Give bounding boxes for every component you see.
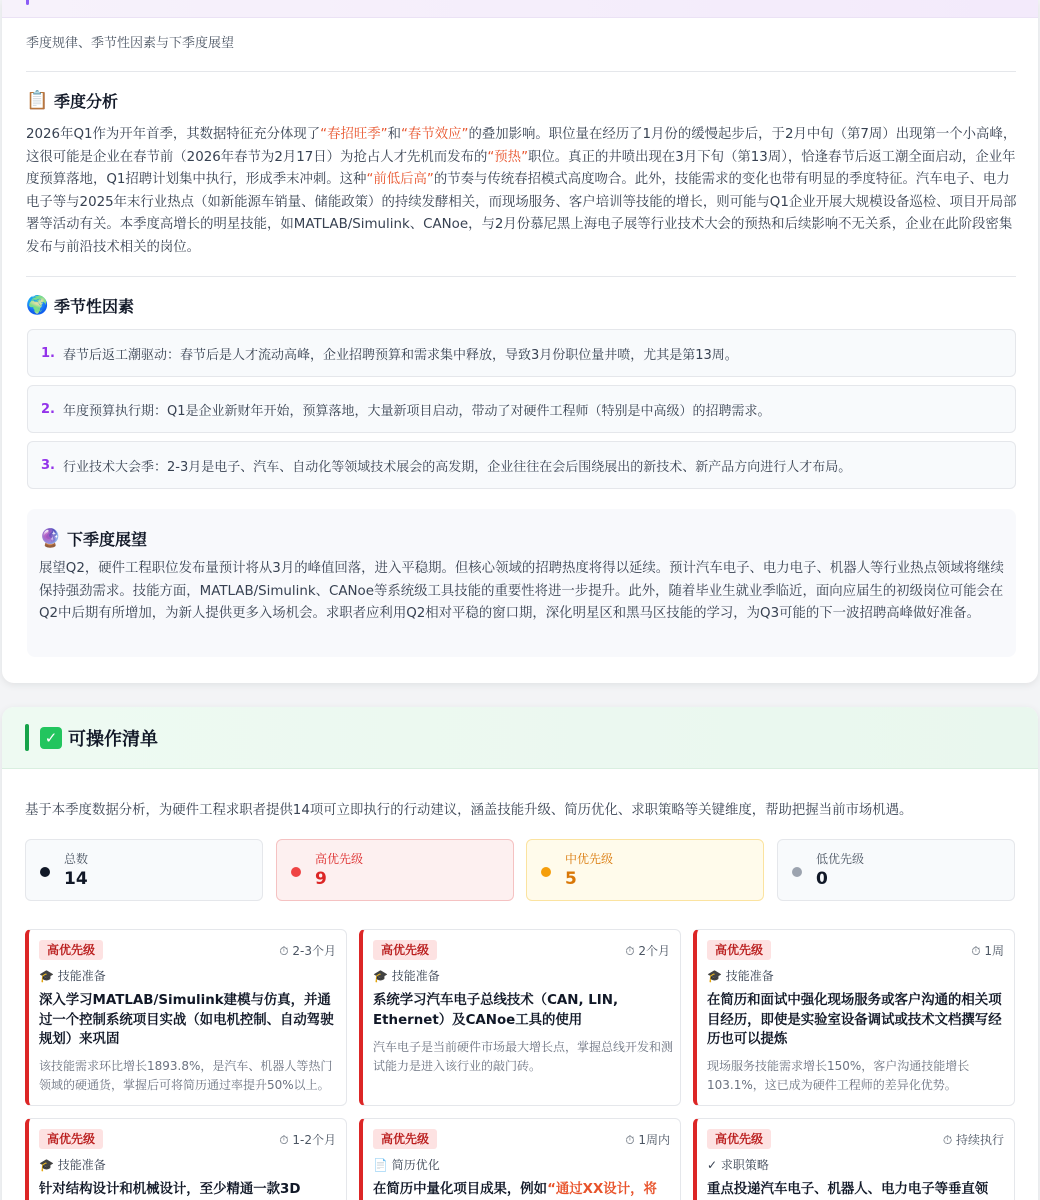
seasonal-header [2,0,1038,18]
outlook-text: 展望Q2，硬件工程职位发布量预计将从3月的峰值回落，进入平稳期。但核心领域的招聘热度将得以延续。预计汽车电子、电力电子、机器人等行业热点领域将继续保持强劲需求。技能方面，MATLAB/Simulink、CANoe等系统级工具技能的重要性将进一步提升。此外，随着毕业生就业季临近，面向应届生的初级岗位可能会在Q2中后期有所增加，为新人提供更多入场机会。求职者应利用Q2相对平稳的窗口期，深化明星区和黑马区技能的学习，为Q3可能的下一波招聘高峰做好准备。 [39,561,1004,621]
divider [26,71,1016,72]
action-item[interactable] [359,929,681,1106]
high-priority-dot-icon [291,867,301,877]
divider [26,276,1016,277]
action-item[interactable] [359,1118,681,1200]
seasonal-subtitle: 季度规律、季节性因素与下季度展望 [26,36,235,51]
action-desc: 现场服务技能需求增长150%，客户沟通技能增长103.1%，这已成为硬件工程师的差异化优势。 [707,1059,970,1092]
total-dot-icon [40,867,50,877]
category: 📄 简历优化 [373,1158,440,1172]
action-list-card [2,707,1038,1200]
action-item[interactable] [25,1118,347,1200]
analysis-text: 2026年Q1作为开年首季，其数据特征充分体现了“春招旺季”和“春节效应”的叠加影响。职位量在经历了1月份的缓慢起步后，于2月中旬（第7周）出现第一个小高峰，这很可能是企业在春节前（2026年春节为2月17日）为抢占人才先机而发布的“预热”职位。真正的井喷出现在3月下旬（第13周），恰逢春节后返工潮全面启动，企业年度预算落地，Q1招聘计划集中执行，形成季末冲刺。这种“前低后高”的节奏与传统春招模式高度吻合。此外，技能需求的变化也带有明显的季度特征。汽车电子、电力电子等与2025年末行业热点（如新能源车销量、储能政策）的持续发酵相关，而现场服务、客户培训等技能的增长，则可能与Q1企业开展大规模设备巡检、项目开局部署等活动有关。本季度高增长的明星技能，如MATLAB/Simulink、CANoe，与2月份慕尼黑上海电子展等行业技术大会的预热和后续影响不无关系，企业在此阶段密集发布与前沿技术相关的岗位。 [26,127,1017,255]
duration: ⏱ 2-3个月 [279,944,336,958]
stat-high-priority[interactable]: 高优先级 9 [276,839,514,901]
stat-mid-priority[interactable]: 中优先级 5 [526,839,764,901]
priority-badge: 高优先级 [39,1129,103,1149]
action-title: 重点投递汽车电子、机器人、电力电子等垂直领 [707,1182,989,1197]
outlook-box [27,509,1016,657]
priority-badge: 高优先级 [39,940,103,960]
category: 🎓 技能准备 [707,969,774,983]
seasonal-card [2,0,1038,683]
duration: ⏱ 1-2个月 [279,1133,336,1147]
factors-heading: 🌍 季节性因素 [26,295,135,316]
low-priority-dot-icon [792,867,802,877]
clipboard-icon: 📋 [26,90,49,111]
globe-icon: 🌍 [26,295,49,316]
priority-badge: 高优先级 [707,940,771,960]
check-icon: ✓ [40,727,62,749]
factor-item: 1. 春节后返工潮驱动：春节后是人才流动高峰，企业招聘预算和需求集中释放，导致3月份职位量井喷，尤其是第13周。 [27,329,1016,377]
action-title: 针对结构设计和机械设计，至少精通一款3D [39,1182,301,1197]
action-title: 在简历中量化项目成果，例如“通过XX设计，将 [373,1182,657,1197]
action-item[interactable] [693,929,1015,1106]
factor-item: 2. 年度预算执行期：Q1是企业新财年开始，预算落地，大量新项目启动，带动了对硬件工程师（特别是中高级）的招聘需求。 [27,385,1016,433]
priority-badge: 高优先级 [373,940,437,960]
analysis-heading: 📋 季度分析 [26,90,119,111]
action-desc: 汽车电子是当前硬件市场最大增长点，掌握总线开发和测试能力是进入该行业的敲门砖。 [373,1040,674,1073]
duration: ⏱ 持续执行 [942,1133,1004,1147]
header-accent-bar [26,0,29,5]
priority-badge: 高优先级 [373,1129,437,1149]
action-list-header [2,707,1038,769]
category: 🎓 技能准备 [39,969,106,983]
category: 🎓 技能准备 [39,1158,106,1172]
factor-item: 3. 行业技术大会季：2-3月是电子、汽车、自动化等领域技术展会的高发期，企业往往在会后围绕展出的新技术、新产品方向进行人才布局。 [27,441,1016,489]
duration: ⏱ 2个月 [625,944,670,958]
stat-low-priority[interactable]: 低优先级 0 [777,839,1015,901]
stat-total[interactable]: 总数 14 [25,839,263,901]
action-list-title: ✓ 可操作清单 [40,725,158,751]
category: 🎓 技能准备 [373,969,440,983]
action-item[interactable] [693,1118,1015,1200]
action-item[interactable] [25,929,347,1106]
action-title: 在简历和面试中强化现场服务或客户沟通的相关项目经历，即使是实验室设备调试或技术文档撰写经历也可以提炼 [707,993,1002,1047]
category: ✓ 求职策略 [707,1158,769,1172]
action-list-intro: 基于本季度数据分析，为硬件工程求职者提供14项可立即执行的行动建议，涵盖技能升级、简历优化、求职策略等关键维度，帮助把握当前市场机遇。 [25,803,913,818]
crystal-ball-icon: 🔮 [39,528,62,549]
action-title: 系统学习汽车电子总线技术（CAN, LIN, Ethernet）及CANoe工具的使用 [373,993,619,1028]
duration: ⏱ 1周 [971,944,1004,958]
action-title: 深入学习MATLAB/Simulink建模与仿真，并通过一个控制系统项目实战（如电机控制、自动驾驶规划）来巩固 [39,993,334,1047]
header-accent-bar [25,724,29,751]
mid-priority-dot-icon [541,867,551,877]
duration: ⏱ 1周内 [625,1133,670,1147]
priority-badge: 高优先级 [707,1129,771,1149]
outlook-heading: 🔮 下季度展望 [39,528,148,549]
action-desc: 该技能需求环比增长1893.8%，是汽车、机器人等热门领域的硬通货，掌握后可将简历通过率提升50%以上。 [39,1059,333,1092]
